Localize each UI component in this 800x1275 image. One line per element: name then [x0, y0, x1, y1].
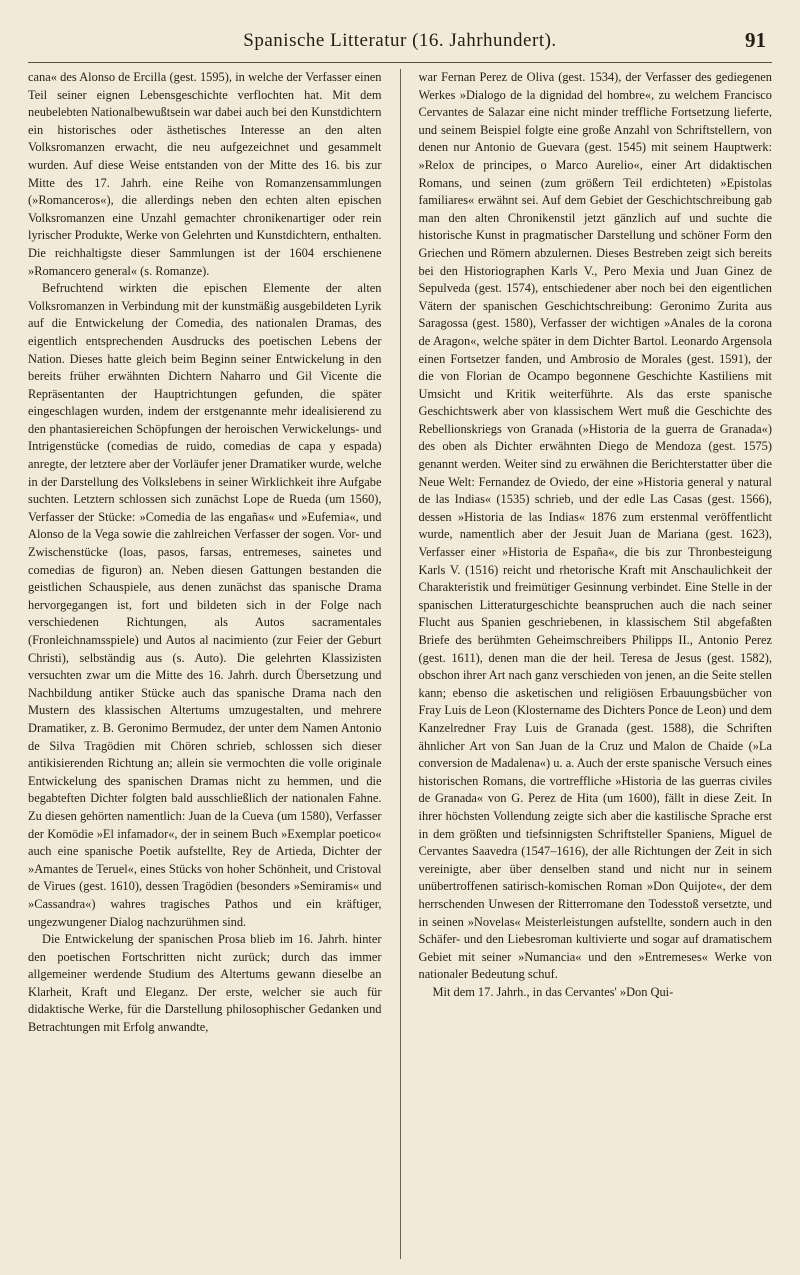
text-columns [28, 69, 772, 1259]
page-number: 91 [745, 28, 766, 52]
right-column [419, 69, 773, 1259]
left-column [28, 69, 382, 1259]
running-header [28, 24, 772, 60]
paragraph: Die Entwickelung der spanischen Prosa blieb im 16. Jahrh. hinter den poetischen Fortschritten nicht zurück; durch das immer allgemeiner werdende Studium des Altertums gewann dieselbe an Klarheit, Kraft und Eleganz. Der erste, welcher sie auch für didaktische Werke, für die Darstellung philosophischer Gedanken und Betrachtungen mit Erfolg anwandte, [28, 932, 382, 1035]
running-title: Spanische Litteratur (16. Jahrhundert). [243, 30, 557, 51]
column-divider [400, 69, 401, 1259]
paragraph: Mit dem 17. Jahrh., in das Cervantes' »Don Qui- [432, 984, 674, 999]
paragraph: war Fernan Perez de Oliva (gest. 1534), der Verfasser des gediegenen Werkes »Dialogo de la dignidad del hombre«, zu welchem Francisco Cervantes de Salazar eine nicht minder treffliche Fortsetzung lieferte, und seinem Beispiel folgte eine große Anzahl von Schriftstellern, von denen nur Antonio de Guevara (gest. 1545) mit seinem Hauptwerk: »Relox de principes, o Marco Aurelio«, einer Art didaktischen Romans, und seinen (zum größern Teil erdichteten) »Epistolas familiares« erwähnt sei. Auf dem Gebiet der Geschichtschreibung gab man den alten Chronikenstil jetzt gänzlich auf und suchte die historische Kunst in pragmatischer Darstellung und schöner Form den Griechen und Römern abzulernen. Dieses Bestreben zeigt sich bereits bei den Historiographen Karls V., Pero Mexia und Juan Ginez de Sepulveda (gest. 1574), entschiedener aber noch bei den eigentlichen Vätern der spanischen Geschichtschreibung: Geronimo Zurita aus Saragossa (gest. 1580), Verfasser der wichtigen »Anales de la corona de Aragon«, welche später in dem Dichter Bartol. Leonardo Argensola einen Fortsetzer fanden, und Ambrosio de Morales (gest. 1591), der die von Florian de Ocampo begonnene Geschichte Kastiliens mit Umsicht und Kritik weiterführte. Als das erste spanische Geschichtswerk aber von klassischem Wert muß die Geschichte des Rebellionskriegs von Granada (»Historia de la guerra de Granada«) des oben als Dichter erwähnten Diego de Mendoza (gest. 1575) genannt werden. Weiter sind zu erwähnen die Berichterstatter über die Neue Welt: Fernandez de Oviedo, der eine »Historia general y natural de las Indias« (1535) schrieb, und der edle Las Casas (gest. 1566), dessen »Historia de las Indias« 1876 zum erstenmal veröffentlicht wurde, namentlich aber der Jesuit Juan de Mariana (gest. 1623), Verfasser einer »Historia de España«, die bis zur Thronbesteigung Karls V. (1516) reicht und rhetorische Kraft mit Anschaulichkeit der Charakteristik und freimütiger Gesinnung verbindet. Eine Stelle in der spanischen Litteraturgeschichte beanspruchen auch die nach seiner Flucht aus Spanien geschriebenen, in klassischem Stil abgefaßten Briefe des berühmten Geheimschreibers Philipps II., Antonio Perez (gest. 1611), denen man die der heil. Teresa de Jesus (gest. 1582), obschon ihrer Art nach ganz verschieden von jenen, an die Seite stellen kann; ebenso die asketischen und religiösen Erbauungsbücher von Fray Luis de Leon (Klostername des Dichters Ponce de Leon) und dem Kanzelredner Fray Luis de Granada (gest. 1588), die Schriften ähnlicher Art von San Juan de la Cruz und Malon de Chaide (»La conversion de Madalena«) u. a. Auch der erste spanische Versuch eines historischen Romans, die vortreffliche »Historia de las guerras civiles de Granada« von G. Perez de Hita (um 1600), fällt in diese Zeit. In ihrer höchsten Vollendung zeigte sich aber die kastilische Sprache erst in dem größten und tiefsinnigsten Schriftsteller Spaniens, Miguel de Cervantes Saavedra (1547–1616), der alle Richtungen der Zeit in sich vereinigte, aber über denselben stand und nicht nur in seinem unübertroffenen satirisch-komischen Roman »Don Quijote«, der dem herrschenden Unwesen der Ritterromane den Todesstoß versetzte, und in seinen »Novelas« Meisterleistungen aufstellte, sondern auch in den Schäfer- und den Liebesroman kultivierte und sogar auf dramatischem Gebiet mit seiner »Numancia« und den »Entremeses« Werke von nationaler Bedeutung schuf. [418, 70, 772, 982]
header-rule [28, 62, 772, 63]
paragraph: cana« des Alonso de Ercilla (gest. 1595), in welche der Verfasser einen Teil seiner eignen Lebensgeschichte verflochten hat. Mit dem neubelebten Nationalbewußtsein war dabei auch bei den Kunstdichtern ein historisches oder ästhetisches Interesse an den alten Volksromanzen erwacht, die neu aufgezeichnet und gesammelt wurden. Auf diese Weise entstanden von der Mitte des 16. bis zur Mitte des 17. Jahrh. eine Reihe von Romanzensammlungen (»Romanceros«), die allerdings neben den echten alten epischen Volksromanzen eine Unzahl gemachter chronikenartiger oder rein lyrischer Produkte, Werke von Gelehrten und Kunstdichtern, enthalten. Die reichhaltigste dieser Sammlungen ist der 1604 erschienene »Romancero general« (s. Romanze). [28, 70, 382, 278]
paragraph: Befruchtend wirkten die epischen Elemente der alten Volksromanzen in Verbindung mit der kunstmäßig ausgebildeten Lyrik auf die Entwickelung der Comedia, des nationalen Dramas, des eigentlich entsprechenden Ausdrucks des poetischen Lebens der Nation. Dieses hatte gleich beim Beginn seiner Entwickelung in den bereits früher erwähnten Dichtern Naharro und Gil Vicente die Repräsentanten der Hauptrichtungen gefunden, die später eingeschlagen wurden, indem der erstgenannte mehr idealisierend zu den phantasiereichen Schöpfungen der heroischen Verwickelungs- und Intrigenstücke (comedias de ruido, comedias de capa y espada) anregte, der letztere aber der Vorläufer jener Dramatiker wurde, welche in der Darstellung des Volkslebens in seiner Wirklichkeit ihre Aufgabe suchten. Letztern schlossen sich zunächst Lope de Rueda (um 1560), Verfasser der Stücke: »Comedia de las engañas« und »Eufemia«, und Alonso de la Vega sowie die zahlreichen Verfasser der sogen. Vor- und Zwischenstücke (loas, pasos, farsas, entremeses, sainetes und comedias de figuron) an. Neben diesen Gattungen bestanden die geistlichen Schauspiele, aus denen zunächst das spanische Drama hervorgegangen ist, fort und bildeten sich in der Folge nach verschiedenen Richtungen, als Autos sacramentales (Fronleichnamsspiele) und Autos al nacimiento (zur Feier der Geburt Christi), selbständig aus (s. Auto). Die gelehrten Klassizisten versuchten zwar um die Mitte des 16. Jahrh. durch Übersetzung und Nachbildung antiker Stücke auch das spanische Drama nach den Mustern des klassischen Altertums umzugestalten, und mehrere Dramatiker, z. B. Geronimo Bermudez, der unter dem Namen Antonio de Silva Tragödien mit Chören schrieb, schlossen sich dieser antikisierenden Richtung an; allein sie vermochten die volle originale Entwickelung des spanischen Dramas nicht zu hemmen, und die begabteften Dichter folgten bald ausschließlich der nationalen Fahne. Zu diesen gehörten namentlich: Juan de la Cueva (um 1580), Verfasser der Komödie »El infamador«, der in seinem Buch »Exemplar poetico« auch eine spanische Poetik aufstellte, Rey de Artieda, Dichter der »Amantes de Teruel«, eines Stücks von hoher Schönheit, und Cristoval de Virues (gest. 1610), dessen Tragödien (besonders »Semiramis« und »Cassandra«) wahres tragisches Pathos und ein kräftiger, ungezwungener Dialog nachzurühmen sind. [28, 281, 382, 929]
